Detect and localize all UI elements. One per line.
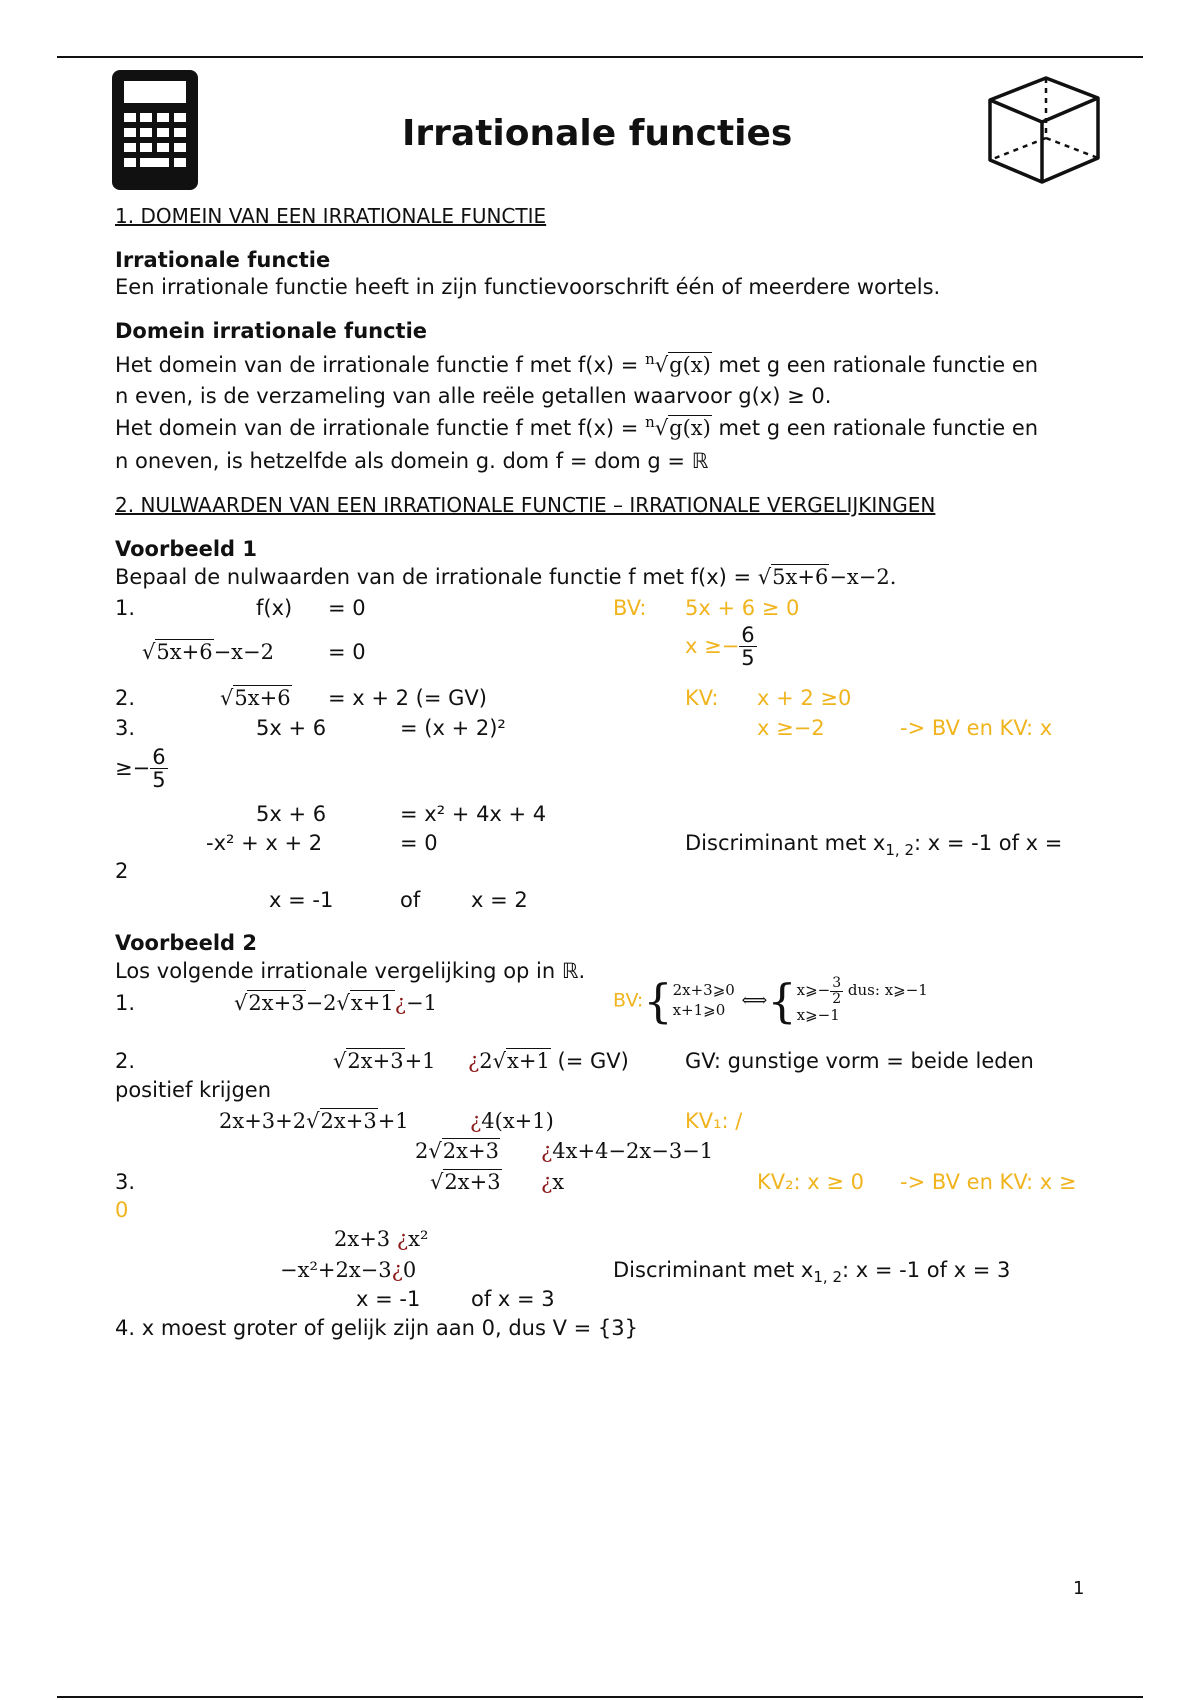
eq-line: [280, 1258, 416, 1283]
eq-part: −2: [305, 991, 337, 1015]
eq-lhs: 5x + 6: [256, 802, 327, 826]
bv-kv-conclusion: -> BV en KV: x ≥: [900, 1170, 1077, 1194]
para-text: Het domein van de irrationale functie f met f(x) =: [115, 416, 646, 440]
discriminant-text: [613, 1258, 1010, 1286]
kv-inequality: x + 2 ≥0: [757, 686, 852, 710]
conclusion: 4. x moest groter of gelijk zijn aan 0, dus V = {3}: [115, 1316, 638, 1340]
eq-lhs: [430, 1170, 502, 1195]
section2-heading: 2. NULWAARDEN VAN EEN IRRATIONALE FUNCTIE – IRRATIONALE VERGELIJKINGEN: [115, 493, 936, 517]
radicand: 5x+6: [772, 565, 829, 589]
root-index: n: [645, 413, 655, 431]
domain-para1-line1: [115, 350, 1038, 378]
equation: [234, 991, 437, 1016]
intro-tail: −x−2.: [829, 565, 897, 589]
sub1-text: Een irrationale functie heeft in zijn functievoorschrift één of meerdere wortels.: [115, 275, 941, 299]
garbled-symbol: ¿: [468, 1049, 480, 1073]
eq-rhs: [541, 1139, 713, 1164]
eq-part: 4x+4−2x−3−1: [552, 1139, 714, 1163]
fraction: [739, 624, 756, 669]
disc-text: : x = -1 of x = 3: [842, 1258, 1011, 1282]
denominator: 2: [832, 990, 842, 1007]
section1-heading: 1. DOMEIN VAN EEN IRRATIONALE FUNCTIE: [115, 204, 547, 228]
numerator: 6: [152, 745, 166, 769]
domain-para1-line2: n even, is de verzameling van alle reële getallen waarvoor g(x) ≥ 0.: [115, 384, 832, 408]
numerator: 3: [832, 975, 842, 991]
step-number: 3.: [115, 1170, 136, 1194]
eq-rhs: = 0: [400, 831, 438, 855]
bv-cond: x+1⩾0: [672, 1000, 726, 1019]
sub2-title: Domein irrationale functie: [115, 319, 428, 343]
radicand: 2x+3: [248, 991, 305, 1015]
eq-part: x: [552, 1170, 565, 1194]
eq-part: 2: [479, 1049, 493, 1073]
radicand: 5x+6: [156, 640, 213, 664]
bv-label: BV:: [613, 989, 644, 1012]
domain-para2-line2: n oneven, is hetzelfde als domein g. dom f = dom g = ℝ: [115, 449, 709, 473]
para-text: met g een rationale functie en: [711, 416, 1039, 440]
kv1: KV₁: /: [685, 1109, 743, 1133]
numerator: 6: [741, 623, 755, 647]
step-number: 1.: [115, 991, 136, 1015]
eq-part: 2x+3+2: [219, 1109, 307, 1133]
eq-rhs: = 0: [328, 596, 366, 620]
domain-para2-line1: [115, 413, 1038, 441]
eq-rhs: = (x + 2)²: [400, 716, 506, 740]
sqrt: √2x+3: [333, 1049, 404, 1073]
step-number: 3.: [115, 716, 136, 740]
garbled-symbol: ¿: [541, 1170, 553, 1194]
solution: x = 2: [471, 888, 528, 912]
eq-part: −1: [406, 991, 437, 1015]
sqrt: √2x+3: [306, 1109, 377, 1133]
eq-rhs: = x + 2 (= GV): [328, 686, 487, 710]
nth-root: $^n$√g(x): [645, 350, 711, 377]
eq-part: +1: [404, 1049, 436, 1073]
eq-part: −x²+2x−3: [280, 1258, 392, 1282]
garbled-symbol: ¿: [541, 1139, 553, 1163]
sqrt: √5x+6: [220, 686, 291, 710]
disc-text: Discriminant met x: [685, 831, 886, 855]
eq-lhs: [219, 1109, 409, 1134]
eq-lhs: f(x): [256, 596, 293, 620]
bv-cond: x⩾−1: [796, 1006, 840, 1025]
gv-marker: (= GV): [550, 1049, 629, 1073]
step-number: 2.: [115, 1049, 136, 1073]
discriminant-text: [685, 831, 1062, 859]
sqrt: √2x+3: [234, 991, 305, 1015]
sqrt: √5x+6: [757, 565, 829, 589]
nth-root: $^n$√g(x): [645, 413, 711, 440]
eq-lhs: [415, 1139, 500, 1164]
equivalence-icon: ⟺: [741, 990, 768, 1012]
radicand: g(x): [669, 416, 711, 440]
eq-part: +1: [377, 1109, 409, 1133]
bv-kv-wrap: 0: [115, 1198, 129, 1222]
eq-lhs: -x² + x + 2: [206, 831, 323, 855]
garbled-symbol: ¿: [470, 1109, 482, 1133]
calculator-icon: [110, 68, 200, 192]
bv-dus: dus: x⩾−1: [847, 981, 928, 1000]
bv-kv-wrap: [115, 746, 168, 791]
eq-line: [334, 1227, 428, 1252]
bv-kv-conclusion: -> BV en KV: x: [900, 716, 1053, 740]
sqrt: √5x+6: [142, 640, 213, 664]
garbled-symbol: ¿: [396, 1227, 409, 1251]
kv2: KV₂: x ≥ 0: [757, 1170, 865, 1194]
radicand: 5x+6: [234, 686, 291, 710]
bv-system: [613, 973, 928, 1028]
bottom-rule: [57, 1696, 1143, 1698]
page-number: 1: [1073, 1578, 1085, 1599]
eq-lhs: [333, 1049, 436, 1074]
para-text: met g een rationale functie en: [711, 353, 1039, 377]
solution: of x = 3: [471, 1287, 555, 1311]
radicand: 2x+3: [347, 1049, 404, 1073]
eq-part: 0: [402, 1258, 417, 1282]
fraction: [830, 976, 843, 1006]
sqrt: √2x+3: [428, 1139, 499, 1163]
para-text: Het domein van de irrationale functie f met f(x) =: [115, 353, 646, 377]
radicand: x+1: [507, 1049, 550, 1073]
disc-text: Discriminant met x: [613, 1258, 814, 1282]
root-index: n: [645, 350, 655, 368]
sqrt: √2x+3: [430, 1170, 501, 1194]
denominator: 5: [152, 768, 166, 793]
eq-lhs: [220, 686, 292, 711]
gv-text: GV: gunstige vorm = beide leden: [685, 1049, 1034, 1073]
garbled-symbol: ¿: [391, 1258, 403, 1282]
ex2-title: Voorbeeld 2: [115, 931, 257, 955]
fraction: [150, 746, 167, 791]
intro-text: Bepaal de nulwaarden van de irrationale functie f met f(x) =: [115, 565, 758, 589]
eq-rhs: = 0: [328, 640, 366, 664]
solution: x = -1: [269, 888, 334, 912]
solution-of: of: [400, 888, 421, 912]
sqrt: √x+1: [492, 1049, 550, 1073]
bv-left-stack: [673, 981, 735, 1020]
gv-wrap: positief krijgen: [115, 1078, 272, 1102]
radicand: 2x+3: [442, 1139, 499, 1163]
step-number: 2.: [115, 686, 136, 710]
page-title: Irrationale functies: [402, 113, 793, 154]
radicand: g(x): [669, 353, 711, 377]
disc-subscript: 1, 2: [885, 841, 914, 860]
ex2-intro: Los volgende irrationale vergelijking op in ℝ.: [115, 959, 586, 983]
radicand: 2x+3: [444, 1170, 501, 1194]
discriminant-wrap: 2: [115, 859, 129, 883]
ex1-intro: [115, 565, 896, 590]
wrap-text: ≥−: [115, 755, 151, 780]
step-number: 1.: [115, 596, 136, 620]
brace-icon: {: [643, 973, 673, 1028]
eq-rest: −x−2: [213, 640, 274, 664]
top-rule: [57, 56, 1143, 58]
eq-rhs: [468, 1049, 629, 1074]
bv-text: x ≥−: [685, 633, 740, 658]
bv-inequality: 5x + 6 ≥ 0: [685, 596, 800, 620]
brace-icon: {: [767, 973, 797, 1028]
solution: x = -1: [356, 1287, 421, 1311]
eq-part: x²: [408, 1227, 429, 1251]
bv-result: [685, 624, 757, 669]
denominator: 5: [741, 646, 755, 671]
eq-rhs: [541, 1170, 564, 1195]
eq-rhs: [470, 1109, 554, 1134]
sqrt: √x+1: [336, 991, 394, 1015]
eq-part: 2x+3: [334, 1227, 397, 1251]
sub1-title: Irrationale functie: [115, 248, 331, 272]
eq-part: 2: [415, 1139, 429, 1163]
disc-subscript: 1, 2: [813, 1268, 842, 1287]
bv-cond: 2x+3⩾0: [672, 981, 735, 1000]
ex1-title: Voorbeeld 1: [115, 537, 257, 561]
bv-label: BV:: [613, 596, 647, 620]
bv-text: x⩾−: [796, 981, 831, 1000]
eq-lhs: [142, 640, 274, 665]
kv-label: KV:: [685, 686, 719, 710]
eq-rhs: = x² + 4x + 4: [400, 802, 547, 826]
garbled-symbol: ¿: [394, 991, 406, 1015]
radicand: x+1: [350, 991, 394, 1015]
bv-right-stack: [797, 976, 928, 1026]
kv-result: x ≥−2: [757, 716, 825, 740]
eq-part: 4(x+1): [481, 1109, 554, 1133]
disc-text: : x = -1 of x =: [914, 831, 1063, 855]
cube-icon: [986, 72, 1102, 188]
bv-cond: [797, 976, 928, 1006]
radicand: 2x+3: [320, 1109, 377, 1133]
eq-lhs: 5x + 6: [256, 716, 327, 740]
